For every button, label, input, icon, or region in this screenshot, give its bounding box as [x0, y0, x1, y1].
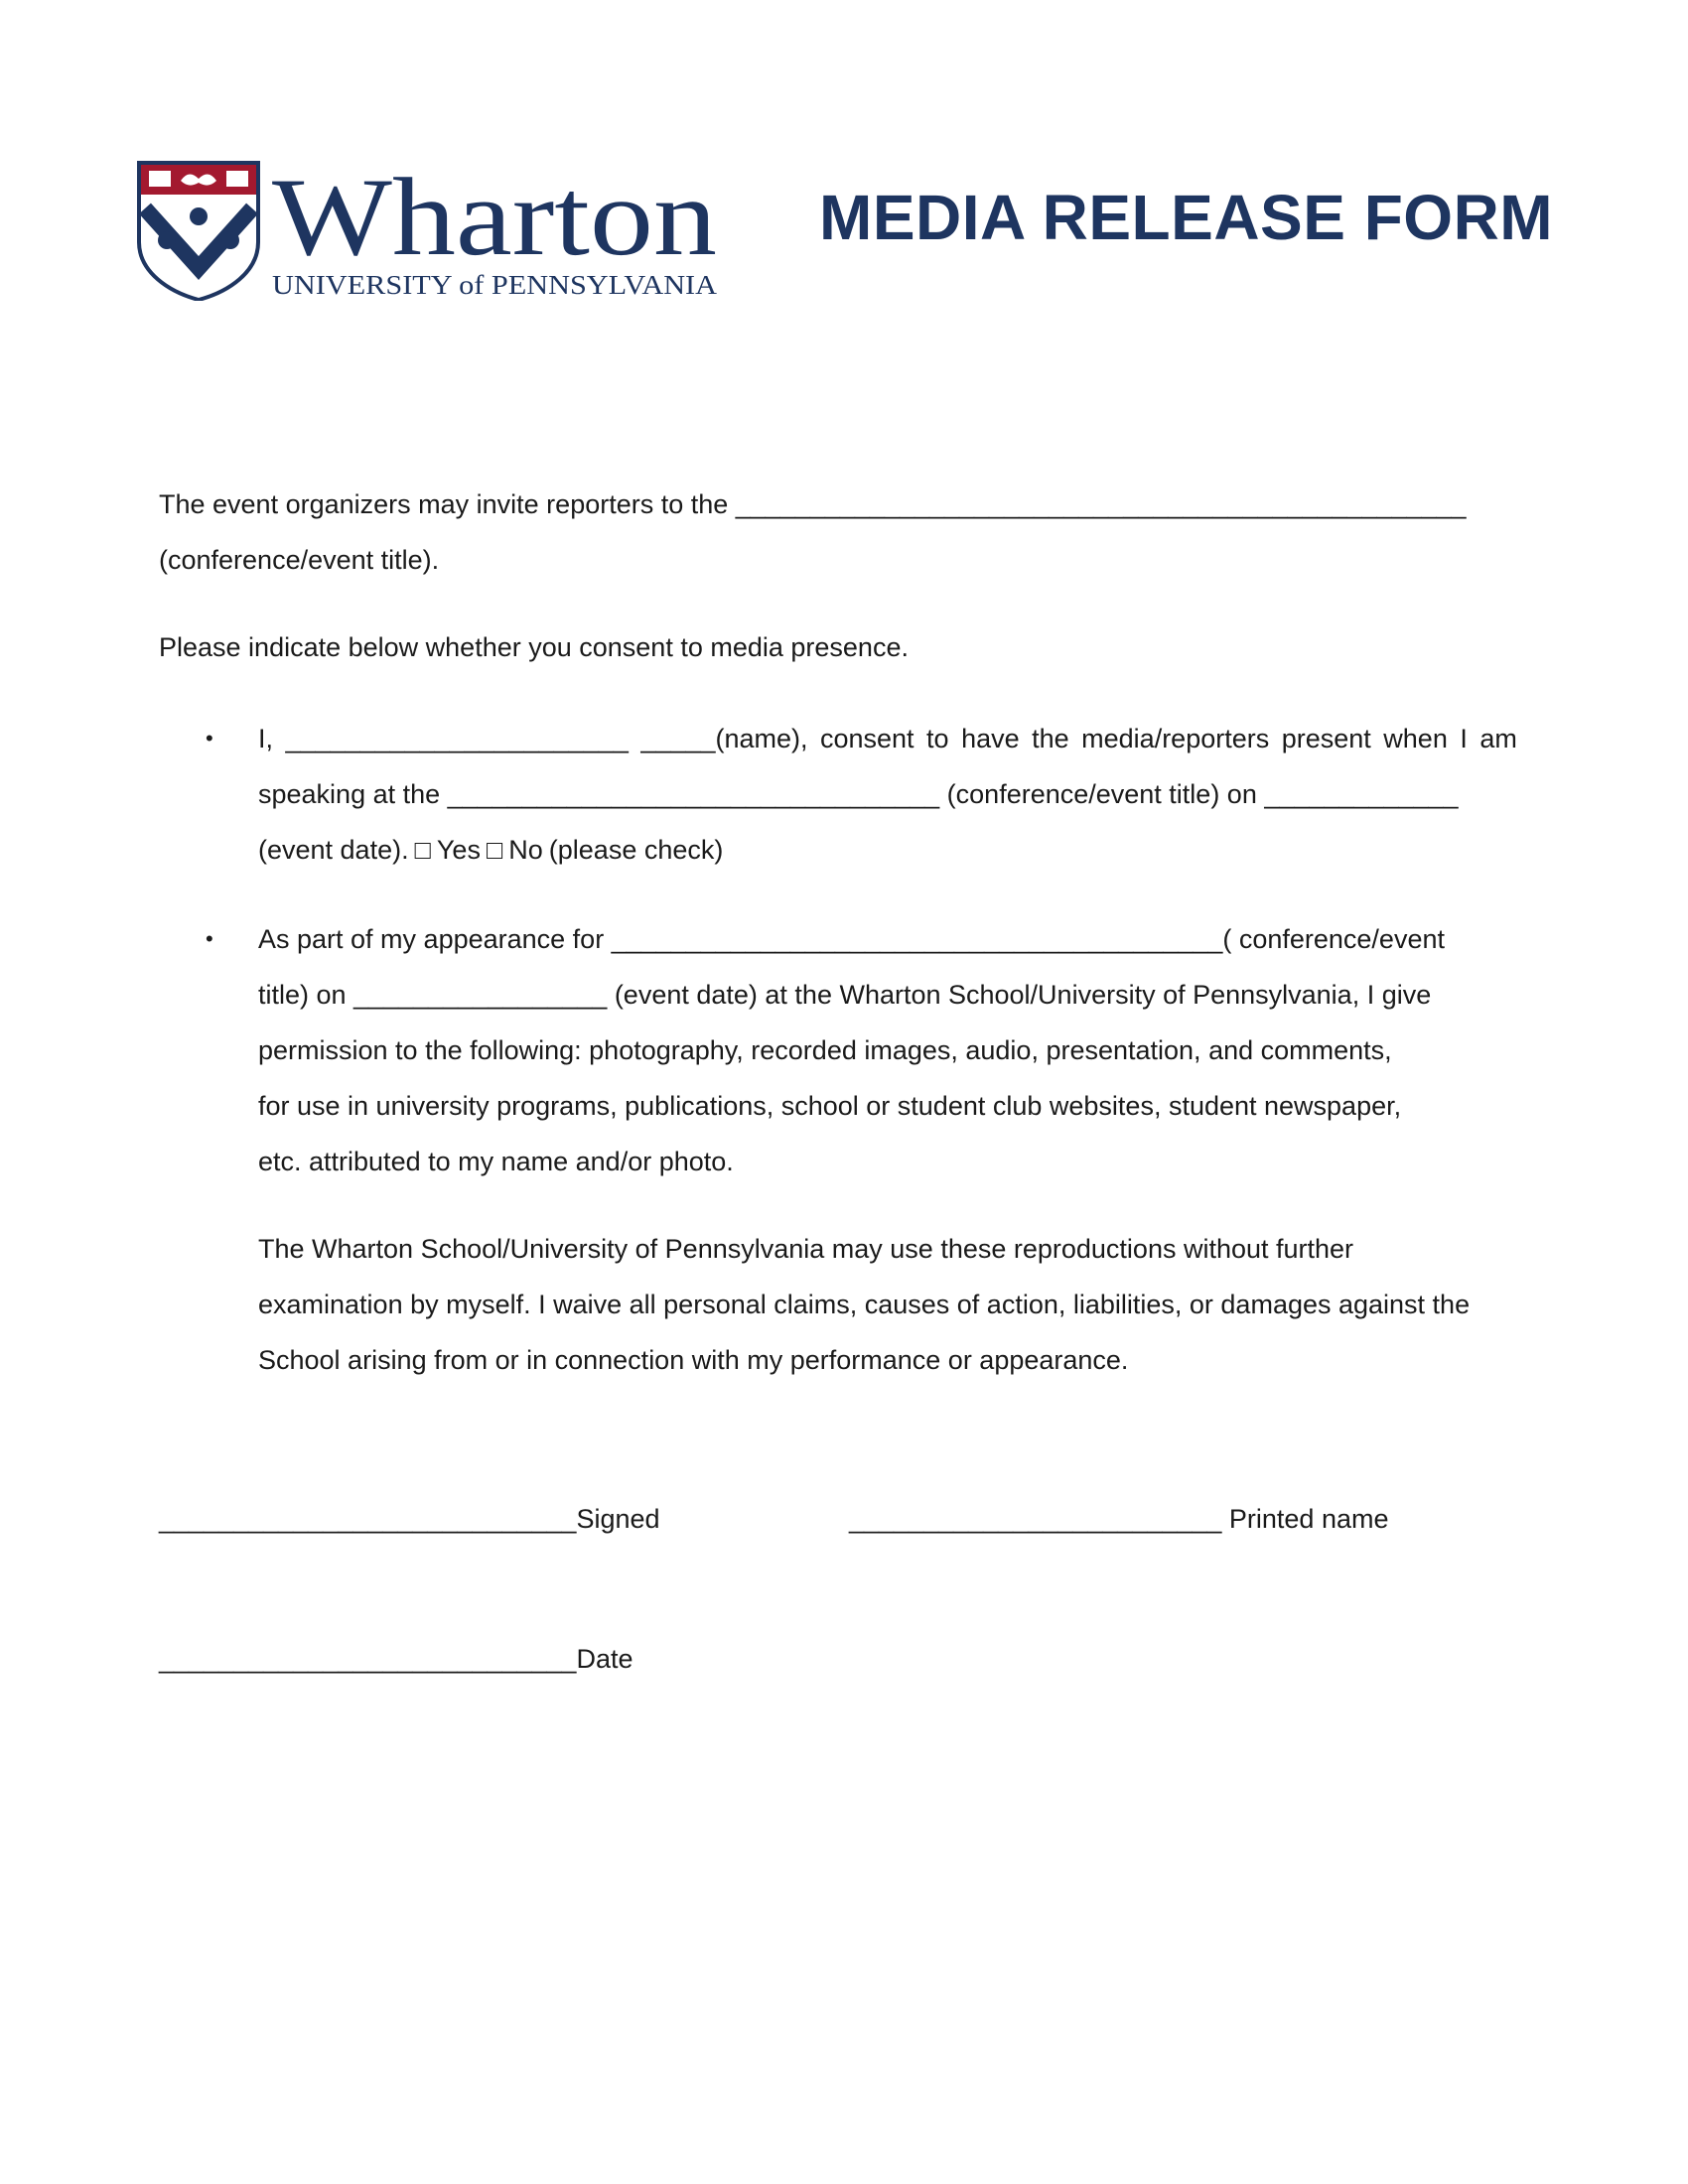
- bullet-marker: •: [206, 726, 213, 751]
- yes-checkbox[interactable]: □: [414, 835, 431, 865]
- logo-wordmark: Wharton: [272, 157, 717, 279]
- no-label: No: [508, 835, 543, 865]
- signed-line[interactable]: ____________________________Signed: [159, 1504, 660, 1534]
- please-check-text: (please check): [548, 835, 724, 865]
- bullet1-line-2[interactable]: speaking at the _________________________________ (conference/event title) on _____________: [258, 779, 1459, 809]
- penn-shield-icon: [139, 163, 258, 300]
- intro-line-1[interactable]: The event organizers may invite reporters to the _________________________________________________: [159, 489, 1467, 519]
- printed-name-line[interactable]: _________________________ Printed name: [849, 1504, 1389, 1534]
- bullet2-line-3: permission to the following: photography, recorded images, audio, presentation, and comments,: [258, 1035, 1392, 1065]
- waiver-line-1: The Wharton School/University of Pennsylvania may use these reproductions without further: [258, 1234, 1354, 1264]
- bullet1-line-1[interactable]: I, _______________________ _____(name), consent to have the media/reporters present when I am: [258, 724, 1517, 753]
- date-line[interactable]: ____________________________Date: [159, 1644, 633, 1674]
- bullet-marker: •: [206, 926, 213, 951]
- form-title: MEDIA RELEASE FORM: [819, 182, 1554, 253]
- waiver-line-3: School arising from or in connection with my performance or appearance.: [258, 1345, 1129, 1375]
- bullet1-line-3: [258, 822, 723, 878]
- logo-tagline: UNIVERSITY of PENNSYLVANIA: [272, 270, 718, 300]
- bullet2-line-4: for use in university programs, publications, school or student club websites, student newspaper,: [258, 1091, 1402, 1121]
- consent-prompt: Please indicate below whether you consent to media presence.: [159, 632, 909, 662]
- bullet2-line-5: etc. attributed to my name and/or photo.: [258, 1147, 734, 1176]
- bullet2-line-2[interactable]: title) on _________________ (event date) at the Wharton School/University of Pennsylvania, I give: [258, 980, 1432, 1010]
- yes-label: Yes: [436, 835, 481, 865]
- event-date-text: (event date).: [258, 835, 409, 865]
- waiver-line-2: examination by myself. I waive all personal claims, causes of action, liabilities, or damages against the: [258, 1290, 1471, 1319]
- wharton-logo: [137, 157, 723, 301]
- intro-line-2: (conference/event title).: [159, 545, 440, 575]
- no-checkbox[interactable]: □: [486, 835, 503, 865]
- bullet2-line-1[interactable]: As part of my appearance for _________________________________________( conference/event: [258, 924, 1445, 954]
